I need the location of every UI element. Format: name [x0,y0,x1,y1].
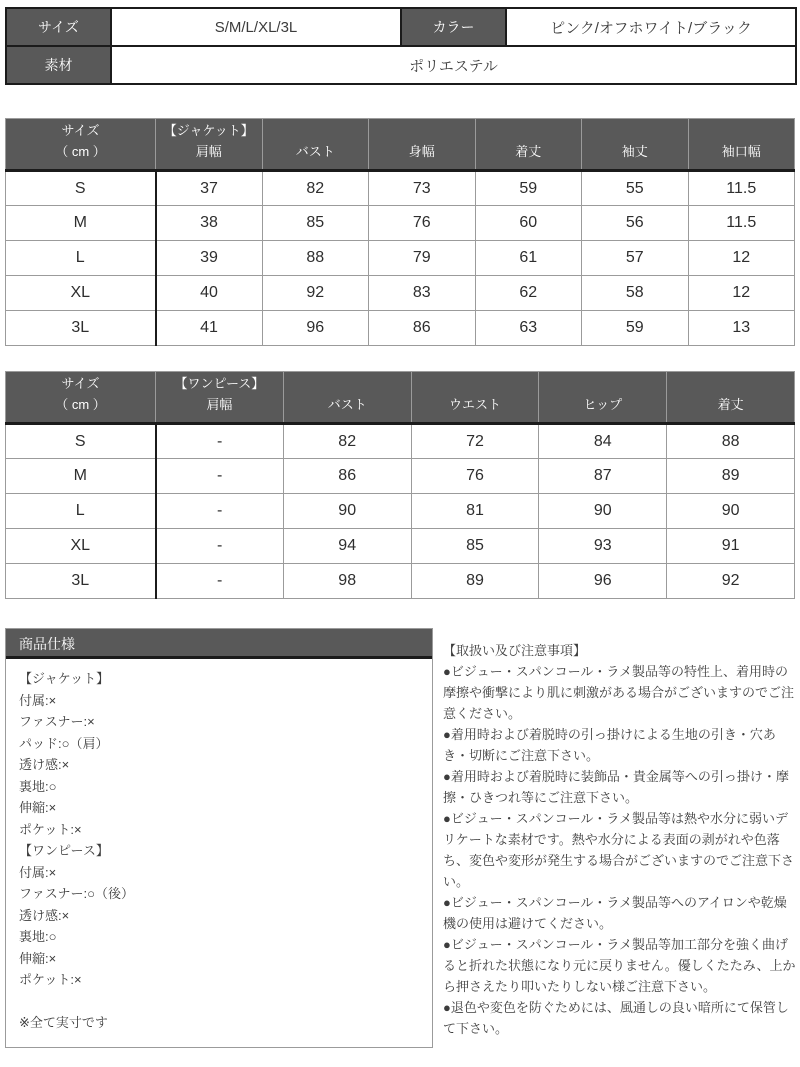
value-cell: 94 [283,529,411,564]
size-cell: M [6,206,156,241]
value-cell: 12 [688,276,795,311]
note-item: ●ビジュー・スパンコール・ラメ製品等は熱や水分に弱いデリケートな素材です。熱や水分による表面の剥がれや色落ち、変色や変形が発生する場合がございますのでご注意下さい。 [443,811,795,889]
note-item: ●ビジュー・スパンコール・ラメ製品等の特性上、着用時の摩擦や衝撃により肌に刺激がある場合がございますのでご注意ください。 [443,664,795,721]
value-cell: 62 [475,276,582,311]
value-cell: 76 [411,459,539,494]
spec-line: ファスナー:× [19,714,95,729]
value-cell: 63 [475,311,582,346]
spec-line: ポケット:× [19,972,82,987]
color-label-cell: カラー [401,8,506,46]
value-cell: 39 [156,241,263,276]
size-cell: XL [6,276,156,311]
color-value-cell: ピンク/オフホワイト/ブラック [506,8,796,46]
value-cell: - [156,424,284,459]
value-cell: 59 [475,171,582,206]
value-cell: 88 [667,424,795,459]
value-cell: 91 [667,529,795,564]
table-row [6,494,795,529]
value-cell: 85 [262,206,369,241]
column-header: ウエスト [411,372,539,424]
spec-line: 裏地:○ [19,778,57,794]
value-cell: 81 [411,494,539,529]
value-cell: 90 [539,494,667,529]
size-cell: L [6,241,156,276]
spec-line: 伸縮:× [19,950,57,966]
onepiece-size-table [5,371,795,599]
value-cell: 60 [475,206,582,241]
column-header: 袖丈 [582,119,689,171]
summary-table [5,7,797,85]
material-value-cell: ポリエステル [111,46,796,84]
value-cell: 84 [539,424,667,459]
spec-line: パッド:○（肩） [19,735,109,751]
handling-notes-title: 【取扱い及び注意事項】 [443,643,587,658]
value-cell: 59 [582,311,689,346]
spec-line: 裏地:○ [19,929,57,944]
note-item: ●着用時および着脱時の引っ掛けによる生地の引き・穴あき・切断にご注意下さい。 [443,727,776,763]
table-row [6,459,795,494]
size-cell: 3L [6,311,156,346]
spec-line: 【ワンピース】 [19,843,109,858]
value-cell: 98 [283,564,411,599]
size-label-cell: サイズ [6,8,111,46]
size-cm-header [6,119,156,171]
header-line: サイズ [61,123,100,138]
value-cell: 92 [667,564,795,599]
column-header: バスト [262,119,369,171]
size-cell: M [6,459,156,494]
spec-line: ※全て実寸です [19,1015,108,1030]
value-cell: 96 [262,311,369,346]
header-line: 肩幅 [206,397,233,412]
value-cell: 57 [582,241,689,276]
value-cell: 83 [369,276,476,311]
spec-line: ポケット:× [19,821,82,837]
value-cell: 37 [156,171,263,206]
table-header-row [6,372,795,424]
value-cell: 88 [262,241,369,276]
header-line: 【ジャケット】 [163,123,254,138]
value-cell: 90 [667,494,795,529]
header-line: （ cm ） [55,397,106,412]
onepiece-shoulder-header [156,372,284,424]
value-cell: 13 [688,311,795,346]
table-row [6,564,795,599]
note-item: ●ビジュー・スパンコール・ラメ製品等へのアイロンや乾燥機の使用は避けてください。 [443,895,787,931]
table-row [6,46,796,84]
size-value-cell: S/M/L/XL/3L [111,8,401,46]
handling-notes [443,640,796,1039]
size-cell: S [6,171,156,206]
value-cell: 86 [369,311,476,346]
product-spec-lines [6,659,432,1043]
value-cell: 72 [411,424,539,459]
value-cell: 82 [283,424,411,459]
table-row [6,241,795,276]
product-spec-title: 商品仕様 [6,629,432,659]
spec-line: ファスナー:○（後） [19,886,134,901]
table-row [6,529,795,564]
value-cell: 85 [411,529,539,564]
value-cell: - [156,564,284,599]
column-header: 着丈 [667,372,795,424]
spec-line: 【ジャケット】 [19,671,110,686]
spec-line: 透け感:× [19,907,70,923]
value-cell: 40 [156,276,263,311]
value-cell: 58 [582,276,689,311]
value-cell: 41 [156,311,263,346]
value-cell: 11.5 [688,171,795,206]
value-cell: 73 [369,171,476,206]
value-cell: 55 [582,171,689,206]
value-cell: 90 [283,494,411,529]
value-cell: - [156,529,284,564]
column-header: 袖口幅 [688,119,795,171]
value-cell: 12 [688,241,795,276]
jacket-size-table [5,118,795,346]
table-row [6,8,796,46]
spec-line: 透け感:× [19,757,70,772]
header-line: 【ワンピース】 [174,376,265,391]
column-header: 身幅 [369,119,476,171]
header-line: 肩幅 [195,144,222,159]
table-row [6,276,795,311]
value-cell: 93 [539,529,667,564]
value-cell: 79 [369,241,476,276]
table-row [6,206,795,241]
value-cell: 76 [369,206,476,241]
spec-line: 伸縮:× [19,800,57,815]
spec-line: 付属:× [19,692,57,708]
column-header: 着丈 [475,119,582,171]
material-label-cell: 素材 [6,46,111,84]
value-cell: 96 [539,564,667,599]
product-spec-box [5,628,433,1048]
value-cell: 89 [411,564,539,599]
size-cell: 3L [6,564,156,599]
value-cell: 56 [582,206,689,241]
column-header: ヒップ [539,372,667,424]
value-cell: 38 [156,206,263,241]
header-line: サイズ [61,376,100,391]
table-row [6,171,795,206]
note-item: ●着用時および着脱時に装飾品・貴金属等への引っ掛け・摩擦・ひきつれ等にご注意下さい。 [443,769,789,805]
size-cm-header [6,372,156,424]
column-header: バスト [283,372,411,424]
spec-line [19,991,419,1013]
table-header-row [6,119,795,171]
handling-notes-list [443,661,796,1039]
value-cell: 87 [539,459,667,494]
value-cell: 86 [283,459,411,494]
value-cell: 11.5 [688,206,795,241]
note-item: ●退色や変色を防ぐためには、風通しの良い暗所にて保管して下さい。 [443,1000,789,1036]
size-cell: S [6,424,156,459]
value-cell: 82 [262,171,369,206]
value-cell: - [156,494,284,529]
jacket-shoulder-header [156,119,263,171]
table-row [6,311,795,346]
header-line: （ cm ） [55,144,106,159]
spec-line: 付属:× [19,864,57,880]
value-cell: 89 [667,459,795,494]
note-item: ●ビジュー・スパンコール・ラメ製品等加工部分を強く曲げると折れた状態になり元に戻りません。優しくたたみ、上から押さえたり叩いたりしない様ご注意下さい。 [443,937,796,994]
value-cell: 92 [262,276,369,311]
table-row [6,424,795,459]
value-cell: 61 [475,241,582,276]
size-cell: L [6,494,156,529]
value-cell: - [156,459,284,494]
size-cell: XL [6,529,156,564]
